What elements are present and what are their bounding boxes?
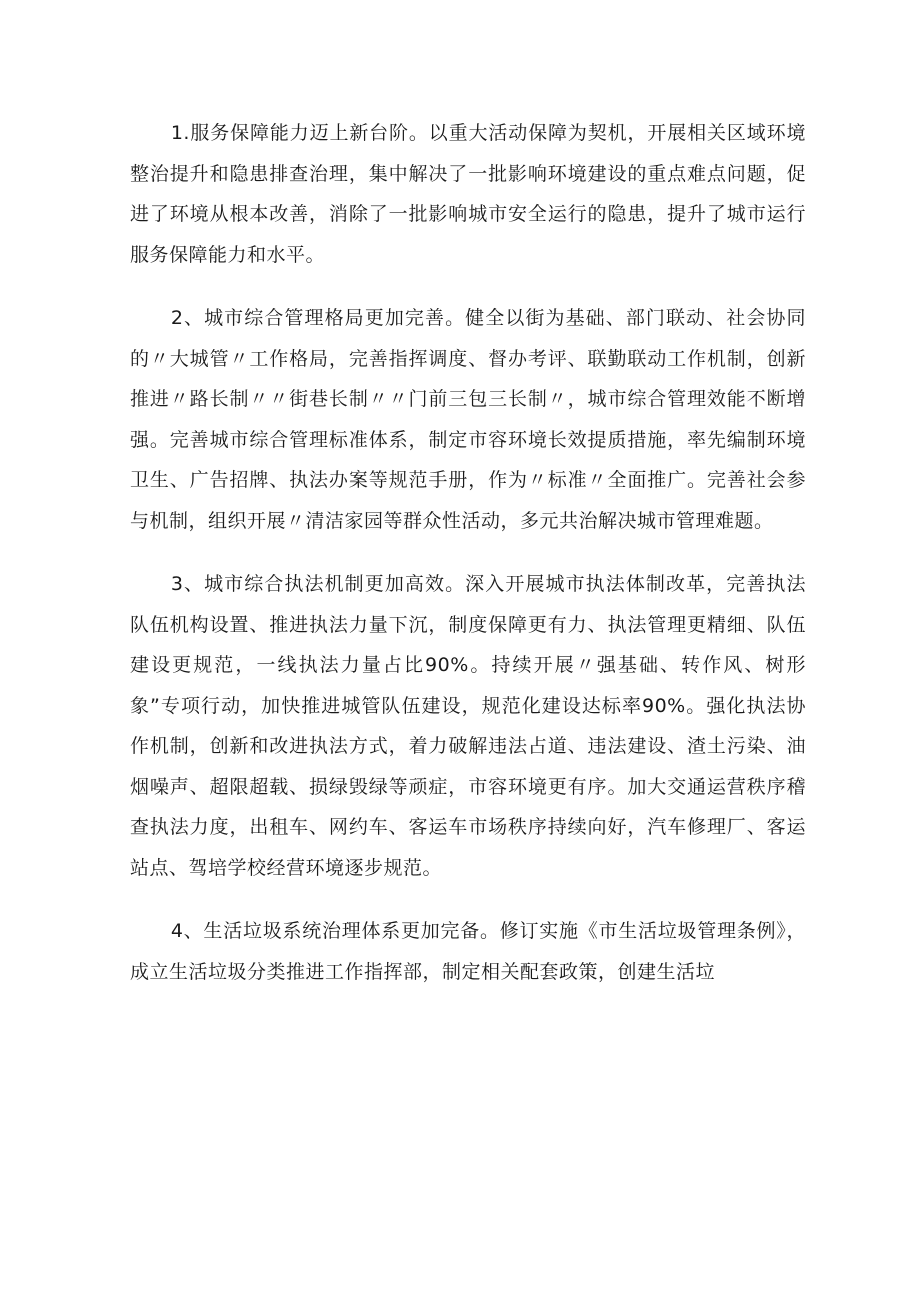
paragraph-law-enforcement-mechanism: 3、城市综合执法机制更加高效。深入开展城市执法体制改革，完善执法队伍机构设置、推进执法力量下沉，制度保障更有力、执法管理更精细、队伍建设更规范，一线执法力量占比90%。持续开展〃强基础、转作风、树形象”专项行动，加快推进城管队伍建设，规范化建设达标率90%。强化执法协作机制，创新和改进执法方式，着力破解违法占道、违法建设、渣土污染、油烟噪声、超限超载、损绿毁绿等顽症，市容环境更有序。加大交通运营秩序稽查执法力度，出租车、网约车、客运车市场秩序持续向好，汽车修理厂、客运站点、驾培学校经营环境逐步规范。 <box>130 573 806 879</box>
paragraph-city-management-pattern: 2、城市综合管理格局更加完善。健全以街为基础、部门联动、社会协同的〃大城管〃工作格局，完善指挥调度、督办考评、联勤联动工作机制，创新推进〃路长制〃〃街巷长制〃〃门前三包三长制〃，城市综合管理效能不断增强。完善城市综合管理标准体系，制定市容环境长效提质措施，率先编制环境卫生、广告招牌、执法办案等规范手册，作为〃标准〃全面推广。完善社会参与机制，组织开展〃清洁家园等群众性活动，多元共治解决城市管理难题。 <box>130 307 806 532</box>
paragraph-service-guarantee: 1.服务保障能力迈上新台阶。以重大活动保障为契机，开展相关区域环境整治提升和隐患排查治理，集中解决了一批影响环境建设的重点难点问题，促进了环境从根本改善，消除了一批影响城市安全运行的隐患，提升了城市运行服务保障能力和水平。 <box>130 122 806 266</box>
paragraph-garbage-governance: 4、生活垃圾系统治理体系更加完备。修订实施《市生活垃圾管理条例》，成立生活垃圾分类推进工作指挥部，制定相关配套政策，创建生活垃 <box>130 920 806 983</box>
document-body <box>130 113 806 1015</box>
